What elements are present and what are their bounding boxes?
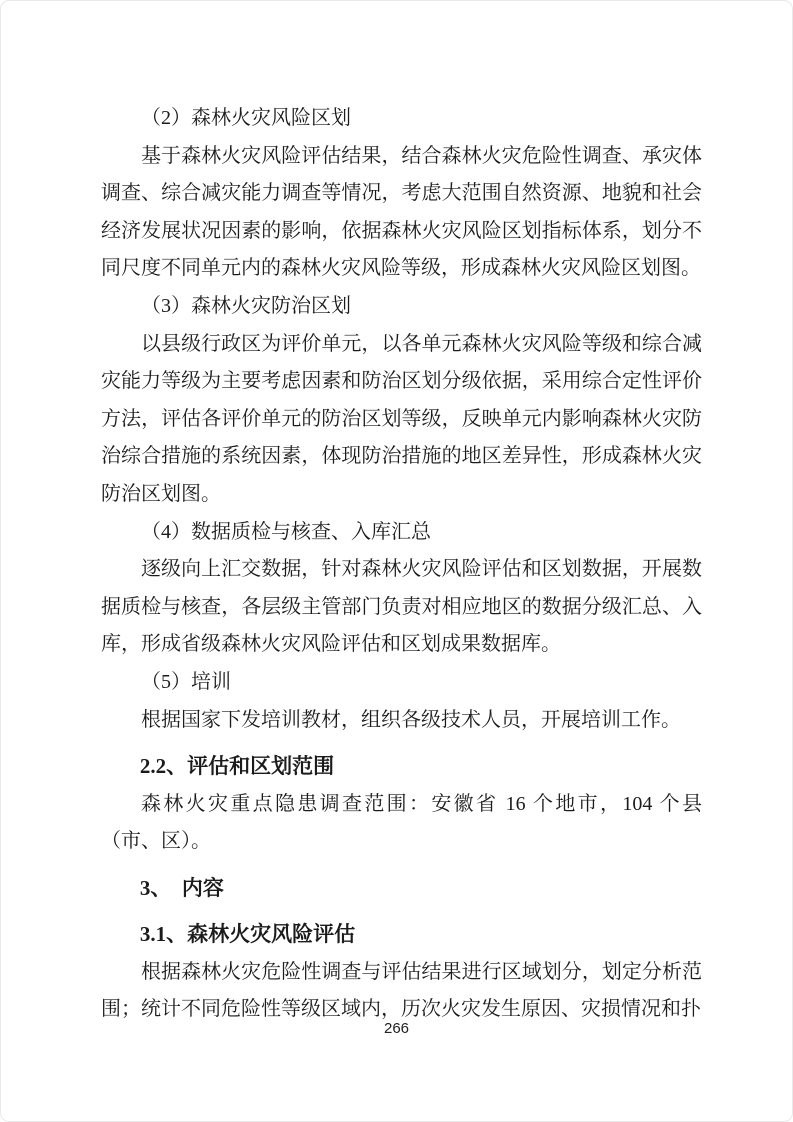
page-number: 266 bbox=[383, 1020, 410, 1037]
paragraph-risk-assessment-intro: 根据森林火灾危险性调查与评估结果进行区域划分，划定分析范围；统计不同危险性等级区域内，历次火灾发生原因、灾损情况和扑 bbox=[101, 960, 702, 1021]
paragraph-fire-prevention-zoning: 以县级行政区为评价单元，以各单元森林火灾风险等级和综合减灾能力等级为主要考虑因素和防治区划分级依据，采用综合定性评价方法，评估各评价单元的防治区划等级，反映单元内影响森林火灾防治综合措施的系统因素，体现防治措施的地区差异性，形成森林火灾防治区划图。 bbox=[101, 332, 702, 505]
subsection-heading-5-training: （5）培训 bbox=[141, 670, 231, 693]
section-heading-3-1-risk-assessment: 3.1、森林火灾风险评估 bbox=[139, 922, 356, 947]
subsection-heading-3-fire-prevention-zoning: （3）森林火灾防治区划 bbox=[141, 294, 351, 317]
document-body bbox=[101, 100, 702, 1029]
section-heading-2-2-scope: 2.2、评估和区划范围 bbox=[139, 754, 335, 779]
subsection-heading-4-data-quality-check: （4）数据质检与核查、入库汇总 bbox=[141, 520, 431, 543]
subsection-heading-2-fire-risk-zoning: （2）森林火灾风险区划 bbox=[141, 107, 351, 129]
paragraph-training: 根据国家下发培训教材，组织各级技术人员，开展培训工作。 bbox=[141, 708, 681, 731]
paragraph-data-quality-check: 逐级向上汇交数据，针对森林火灾风险评估和区划数据，开展数据质检与核查，各层级主管部门负责对相应地区的数据分级汇总、入库，形成省级森林火灾风险评估和区划成果数据库。 bbox=[101, 558, 702, 656]
paragraph-survey-scope: 森林火灾重点隐患调查范围：安徽省 16 个地市，104 个县（市、区）。 bbox=[101, 792, 702, 853]
paragraph-fire-risk-zoning: 基于森林火灾风险评估结果，结合森林火灾危险性调查、承灾体调查、综合减灾能力调查等情况，考虑大范围自然资源、地貌和社会经济发展状况因素的影响，依据森林火灾风险区划指标体系，划分不同尺度不同单元内的森林火灾风险等级，形成森林火灾风险区划图。 bbox=[101, 144, 702, 280]
section-heading-3-content: 3、 内容 bbox=[139, 875, 224, 900]
